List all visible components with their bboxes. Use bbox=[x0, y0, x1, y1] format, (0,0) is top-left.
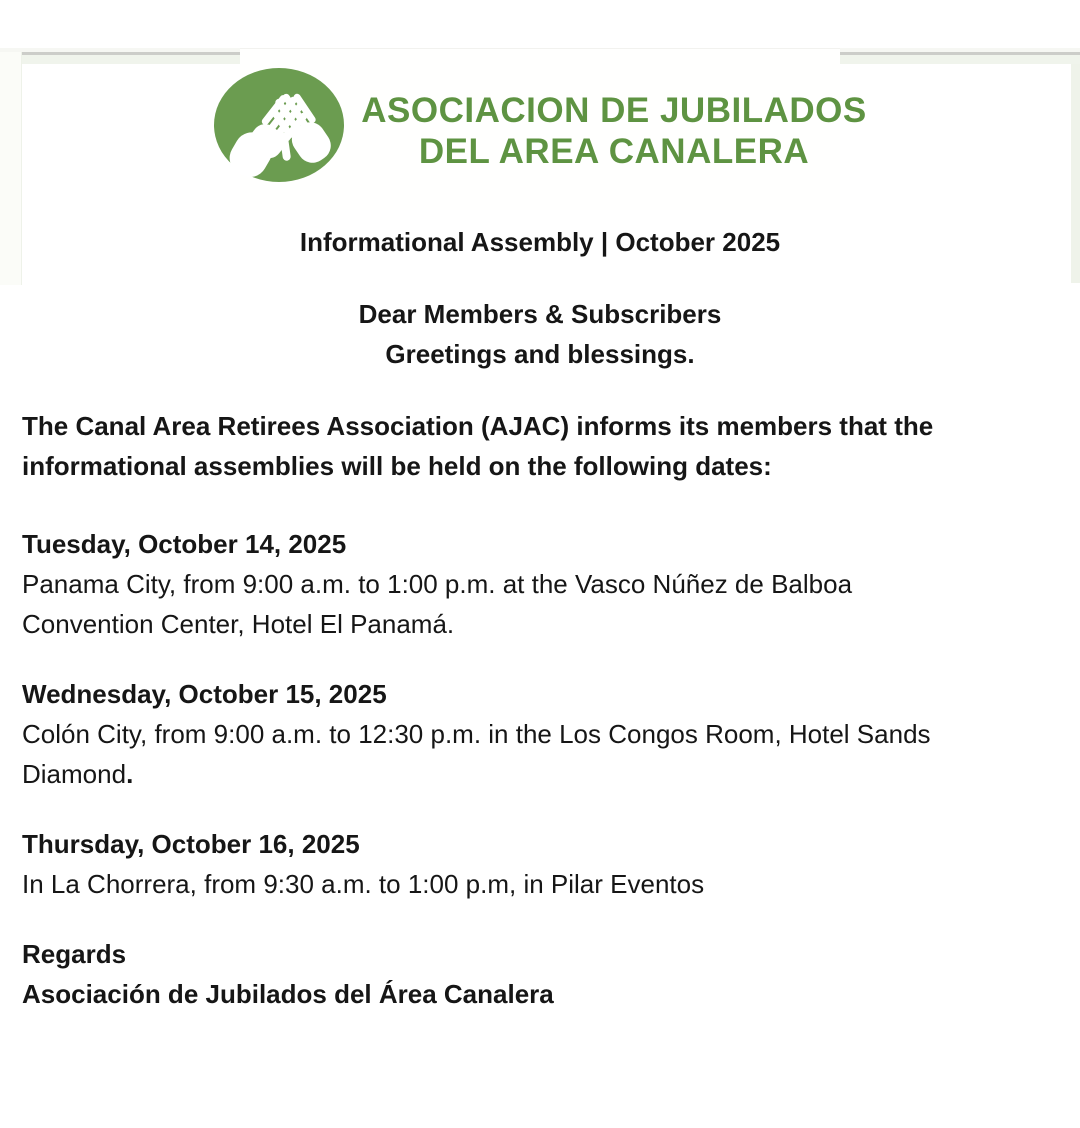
org-name-line2: DEL AREA CANALERA bbox=[418, 131, 810, 171]
event-date: Wednesday, October 15, 2025 bbox=[22, 679, 387, 709]
event-date: Thursday, October 16, 2025 bbox=[22, 829, 360, 859]
event-tuesday bbox=[22, 524, 1058, 644]
signature bbox=[22, 934, 1058, 1014]
greeting-line1: Dear Members & Subscribers bbox=[358, 299, 722, 329]
intro-line2: informational assemblies will be held on the following dates: bbox=[22, 451, 772, 481]
event-details-line: In La Chorrera, from 9:30 a.m. to 1:00 p.m, in Pilar Eventos bbox=[22, 869, 705, 899]
event-thursday bbox=[22, 824, 1058, 904]
event-details-line: Panama City, from 9:00 a.m. to 1:00 p.m. at the Vasco Núñez de Balboa bbox=[22, 569, 853, 599]
greeting-line2: Greetings and blessings. bbox=[385, 339, 695, 369]
signature-org: Asociación de Jubilados del Área Canalera bbox=[22, 979, 554, 1009]
org-name bbox=[361, 90, 866, 172]
signature-regards: Regards bbox=[22, 939, 127, 969]
intro-line1: The Canal Area Retirees Association (AJAC) informs its members that the bbox=[22, 411, 934, 441]
subject-line: Informational Assembly | October 2025 bbox=[299, 227, 781, 257]
org-name-line1: ASOCIACION DE JUBILADOS bbox=[361, 90, 867, 130]
event-wednesday bbox=[22, 674, 1058, 794]
event-date: Tuesday, October 14, 2025 bbox=[22, 529, 347, 559]
org-logo bbox=[240, 48, 867, 210]
event-details-text: Diamond bbox=[22, 759, 127, 789]
email-body bbox=[0, 48, 1080, 1014]
intro-paragraph bbox=[22, 406, 1058, 486]
event-details-line: Colón City, from 9:00 a.m. to 12:30 p.m. in the Los Congos Room, Hotel Sands bbox=[22, 719, 931, 749]
clapping-hands-icon bbox=[213, 65, 345, 196]
event-details-bold-period: . bbox=[126, 759, 134, 789]
greeting bbox=[22, 294, 1058, 374]
event-details-line bbox=[22, 754, 1058, 794]
event-details-line: Convention Center, Hotel El Panamá. bbox=[22, 609, 455, 639]
